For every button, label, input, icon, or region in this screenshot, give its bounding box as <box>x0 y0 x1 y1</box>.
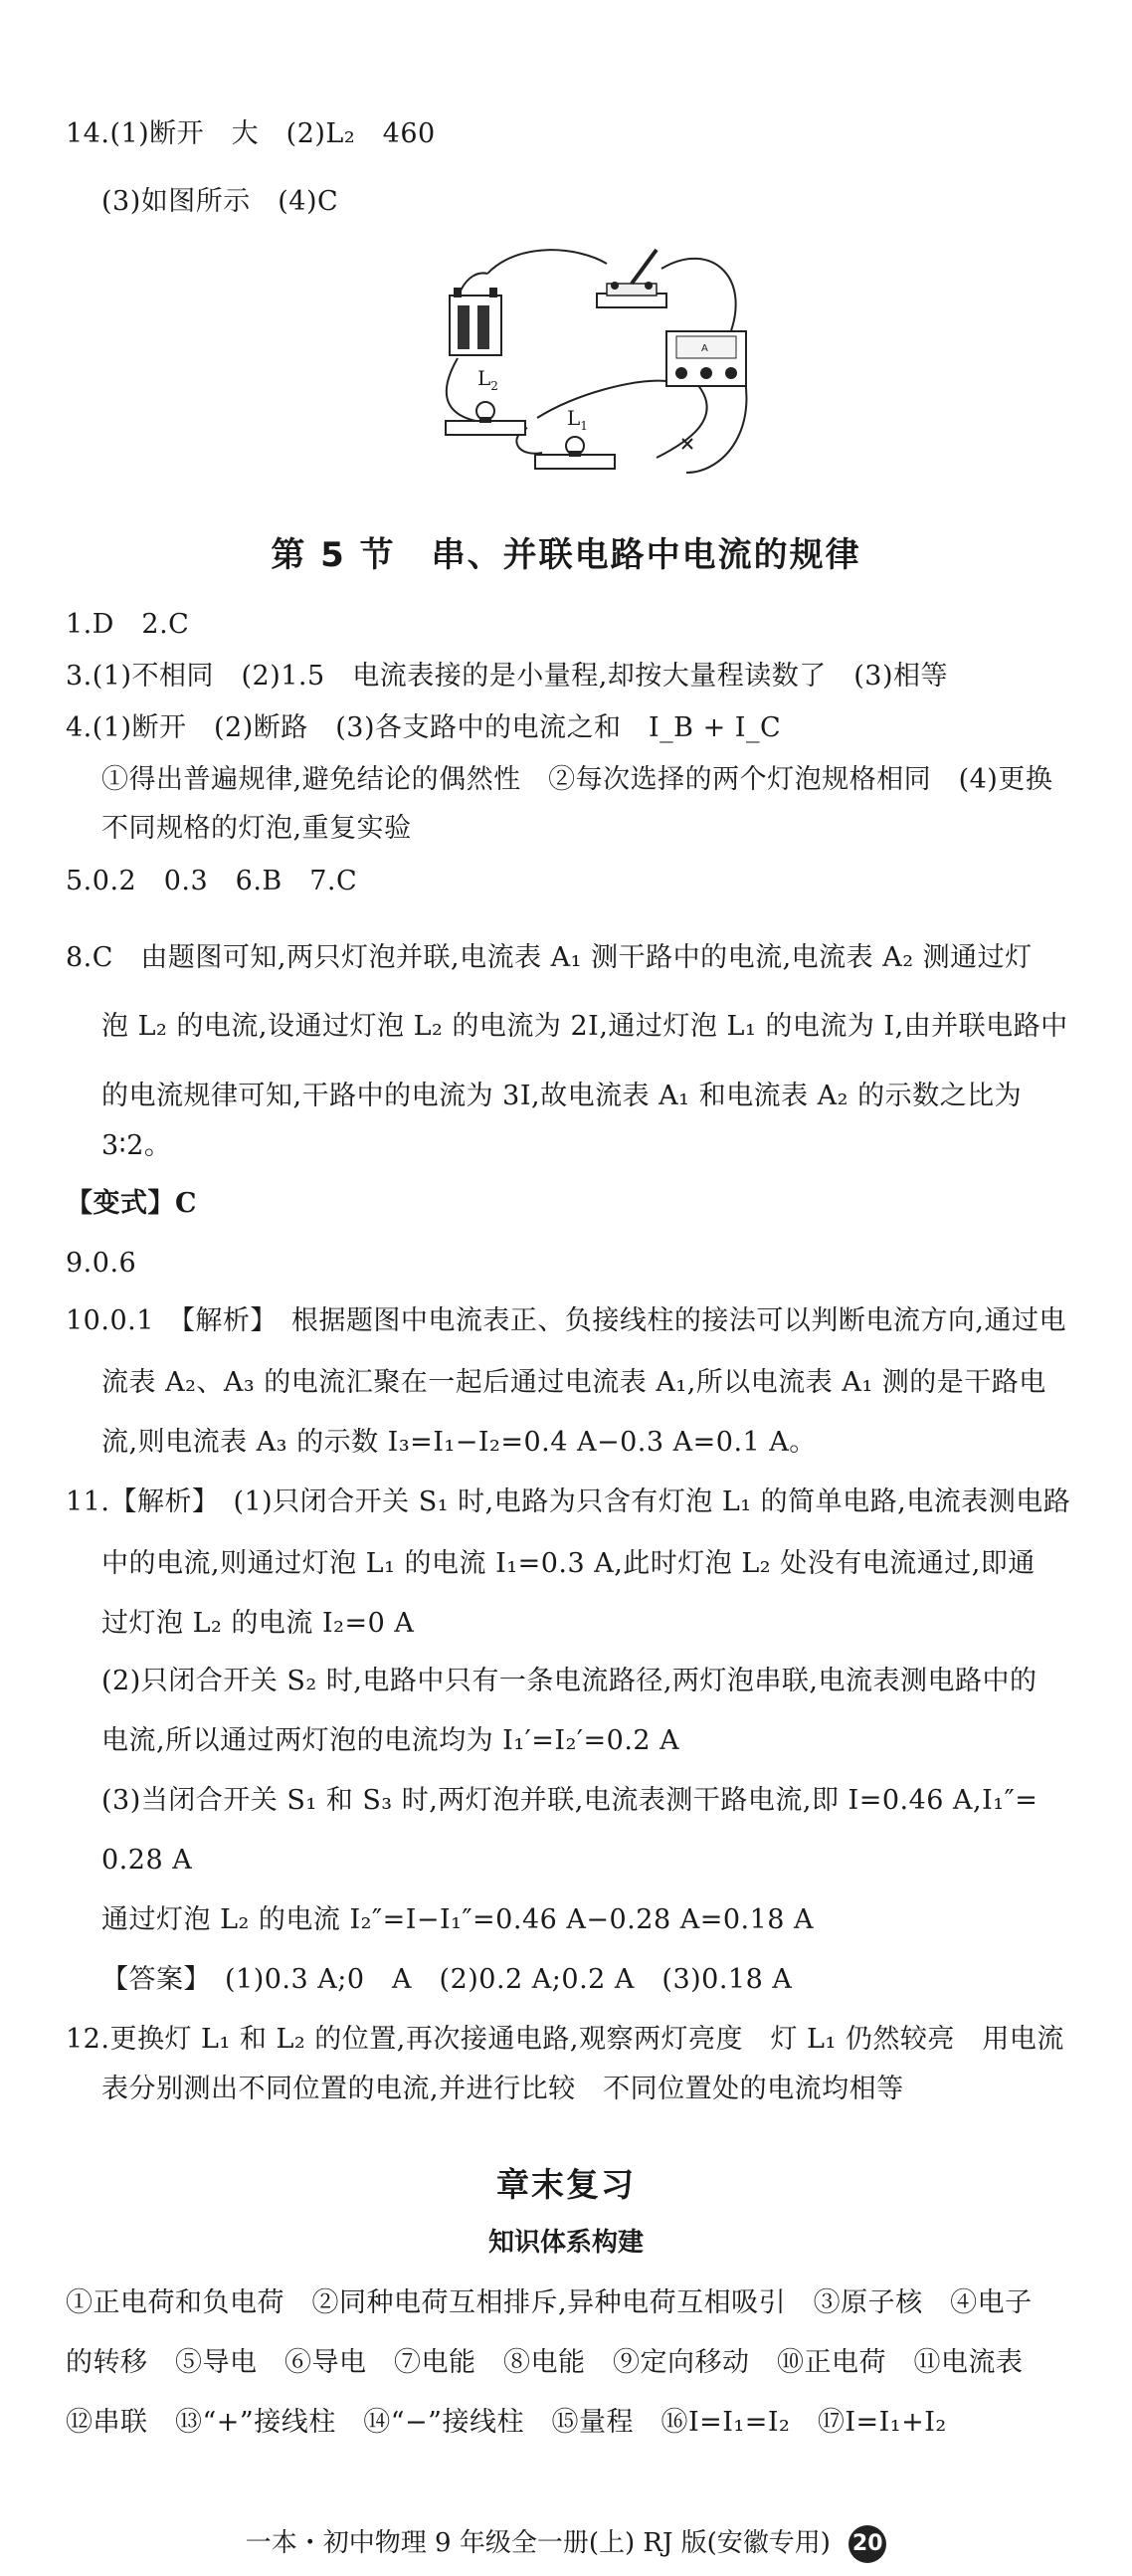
label-l1: $L_1$ <box>567 406 588 433</box>
q14-line1: 14.(1)断开 大 (2)L₂ 460 <box>66 118 436 149</box>
chapter-review-subtitle: 知识体系构建 <box>487 2228 644 2258</box>
footer-text: 一本・初中物理 9 年级全一册(上) RJ 版(安徽专用) <box>245 2528 831 2558</box>
answer-line: 表分别测出不同位置的电流,并进行比较 不同位置处的电流均相等 <box>101 2074 904 2104</box>
knowledge-line: 的转移 ⑤导电 ⑥导电 ⑦电能 ⑧电能 ⑨定向移动 ⑩正电荷 ⑪电流表 <box>66 2347 1024 2378</box>
answer-line: (3)当闭合开关 S₁ 和 S₃ 时,两灯泡并联,电流表测干路电流,即 I=0.46 A,I₁″= <box>101 1785 1038 1816</box>
answer-line: 0.28 A <box>101 1845 193 1876</box>
page-number: 20 <box>849 2525 886 2563</box>
label-l2: $L_2$ <box>477 366 498 393</box>
answer-line: 3∶2。 <box>101 1130 172 1161</box>
q14-line2: (3)如图所示 (4)C <box>101 186 339 217</box>
circuit-figure <box>428 244 766 502</box>
answer-line: 流,则电流表 A₃ 的示数 I₃=I₁−I₂=0.4 A−0.3 A=0.1 A。 <box>101 1427 817 1458</box>
answer-line: 通过灯泡 L₂ 的电流 I₂″=I−I₁″=0.46 A−0.28 A=0.18 A <box>101 1904 815 1935</box>
answer-line: 8.C 由题图可知,两只灯泡并联,电流表 A₁ 测干路中的电流,电流表 A₂ 测通过灯 <box>66 942 1033 973</box>
answer-line: 1.D 2.C <box>66 609 190 640</box>
battery-icon <box>450 288 501 355</box>
answer-line: 泡 L₂ 的电流,设通过灯泡 L₂ 的电流为 2I,通过灯泡 L₁ 的电流为 I,由并联电路中 <box>101 1011 1068 1042</box>
answer-line: 的电流规律可知,干路中的电流为 3I,故电流表 A₁ 和电流表 A₂ 的示数之比为 <box>101 1081 1023 1111</box>
bulb-l2-icon <box>446 402 525 435</box>
answer-line: 12.更换灯 L₁ 和 L₂ 的位置,再次接通电路,观察两灯亮度 灯 L₁ 仍然较亮 用电流 <box>66 2024 1064 2055</box>
switch-icon <box>597 250 666 307</box>
answer-line: ①得出普遍规律,避免结论的偶然性 ②每次选择的两个灯泡规格相同 (4)更换 <box>101 764 1053 795</box>
answer-line: 电流,所以通过两灯泡的电流均为 I₁′=I₂′=0.2 A <box>101 1725 680 1756</box>
svg-text:A: A <box>701 343 708 354</box>
answer-line: 中的电流,则通过灯泡 L₁ 的电流 I₁=0.3 A,此时灯泡 L₂ 处没有电流通过,即通 <box>101 1548 1036 1579</box>
answer-line: 9.0.6 <box>66 1248 137 1279</box>
answer-line: 流表 A₂、A₃ 的电流汇聚在一起后通过电流表 A₁,所以电流表 A₁ 测的是干路电 <box>101 1367 1046 1398</box>
answer-line: 不同规格的灯泡,重复实验 <box>101 813 412 844</box>
answer-summary: 【答案】 (1)0.3 A;0 A (2)0.2 A;0.2 A (3)0.18 A <box>101 1964 793 1995</box>
variant-answer: 【变式】C <box>66 1188 197 1219</box>
ammeter-icon <box>666 331 746 386</box>
bulb-l1-icon <box>535 437 615 469</box>
answer-line: 10.0.1 【解析】 根据题图中电流表正、负接线柱的接法可以判断电流方向,通过电 <box>66 1305 1066 1336</box>
knowledge-line: ①正电荷和负电荷 ②同种电荷互相排斥,异种电荷互相吸引 ③原子核 ④电子 <box>66 2287 1033 2318</box>
answer-line: 11.【解析】 (1)只闭合开关 S₁ 时,电路为只含有灯泡 L₁ 的简单电路,电流表测电路 <box>66 1486 1071 1517</box>
page-footer <box>0 2522 1132 2563</box>
answer-line: 5.0.2 0.3 6.B 7.C <box>66 866 358 896</box>
answer-line: 4.(1)断开 (2)断路 (3)各支路中的电流之和 I_B + I_C <box>66 712 782 743</box>
chapter-review-title: 章末复习 <box>496 2165 636 2204</box>
answer-line: 3.(1)不相同 (2)1.5 电流表接的是小量程,却按大量程读数了 (3)相等 <box>66 661 949 692</box>
knowledge-line: ⑫串联 ⑬“+”接线柱 ⑭“−”接线柱 ⑮量程 ⑯I=I₁=I₂ ⑰I=I₁+I₂ <box>66 2407 947 2438</box>
answer-line: 过灯泡 L₂ 的电流 I₂=0 A <box>101 1608 415 1639</box>
section-title: 第 5 节 串、并联电路中电流的规律 <box>271 535 861 575</box>
answer-line: (2)只闭合开关 S₂ 时,电路中只有一条电流路径,两灯泡串联,电流表测电路中的 <box>101 1666 1038 1696</box>
